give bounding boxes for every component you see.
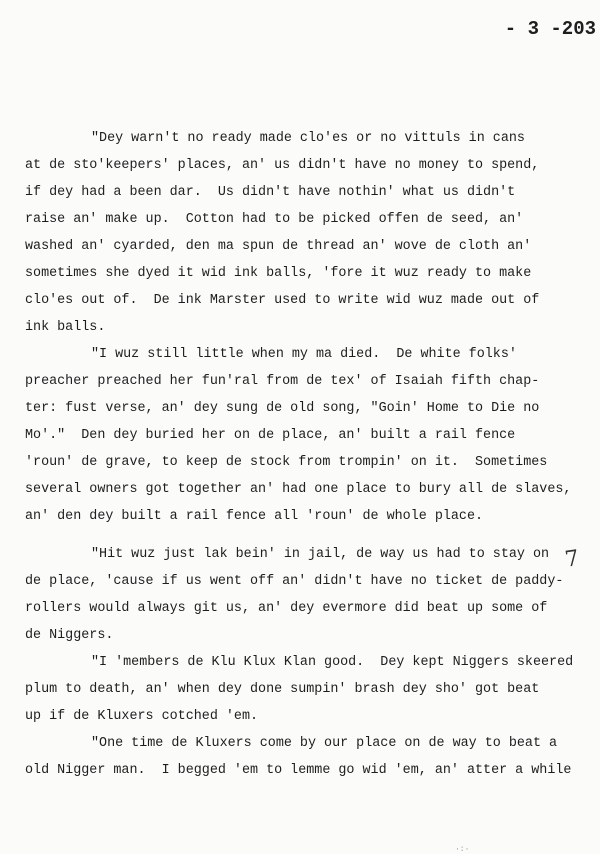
text-line: "I 'members de Klu Klux Klan good. Dey kept Niggers skeered — [91, 655, 574, 670]
text-line: old Nigger man. I begged 'em to lemme go wid 'em, an' atter a while — [25, 763, 572, 778]
text-line: "Dey warn't no ready made clo'es or no vittuls in cans — [91, 131, 525, 146]
page-number: - 3 -203 — [504, 18, 596, 40]
text-line: "One time de Kluxers come by our place on de way to beat a — [91, 736, 558, 751]
text-line: 'roun' de grave, to keep de stock from trompin' on it. Sometimes — [25, 455, 548, 470]
text-line: if dey had a been dar. Us didn't have nothin' what us didn't — [25, 185, 516, 200]
text-line: clo'es out of. De ink Marster used to write wid wuz made out of — [25, 293, 540, 308]
text-line: ink balls. — [25, 320, 106, 335]
text-line: Mo'." Den dey buried her on de place, an' built a rail fence — [25, 428, 516, 443]
text-line: washed an' cyarded, den ma spun de thread an' wove de cloth an' — [25, 239, 532, 254]
text-line: raise an' make up. Cotton had to be picked offen de seed, an' — [25, 212, 524, 227]
text-line: rollers would always git us, an' dey evermore did beat up some of — [25, 601, 548, 616]
text-line: preacher preached her fun'ral from de tex' of Isaiah fifth chap- — [25, 374, 540, 389]
text-line: ter: fust verse, an' dey sung de old song, "Goin' Home to Die no — [25, 401, 540, 416]
text-line: "Hit wuz just lak bein' in jail, de way us had to stay on — [91, 547, 550, 562]
text-line: several owners got together an' had one place to bury all de slaves, — [25, 482, 572, 497]
text-line: up if de Kluxers cotched 'em. — [25, 709, 259, 724]
text-line: de place, 'cause if us went off an' didn't have no ticket de paddy- — [25, 574, 564, 589]
text-line: de Niggers. — [25, 628, 114, 643]
text-line: plum to death, an' when dey done sumpin' brash dey sho' got beat — [25, 682, 540, 697]
text-line: at de sto'keepers' places, an' us didn't have no money to spend, — [25, 158, 540, 173]
text-line: an' den dey built a rail fence all 'roun' de whole place. — [25, 509, 484, 524]
handwritten-margin-mark: 7 — [563, 546, 581, 573]
text-line: "I wuz still little when my ma died. De white folks' — [91, 347, 517, 362]
text-line: sometimes she dyed it wid ink balls, 'fore it wuz ready to make — [25, 266, 532, 281]
scan-speck: ·:· — [455, 845, 470, 854]
